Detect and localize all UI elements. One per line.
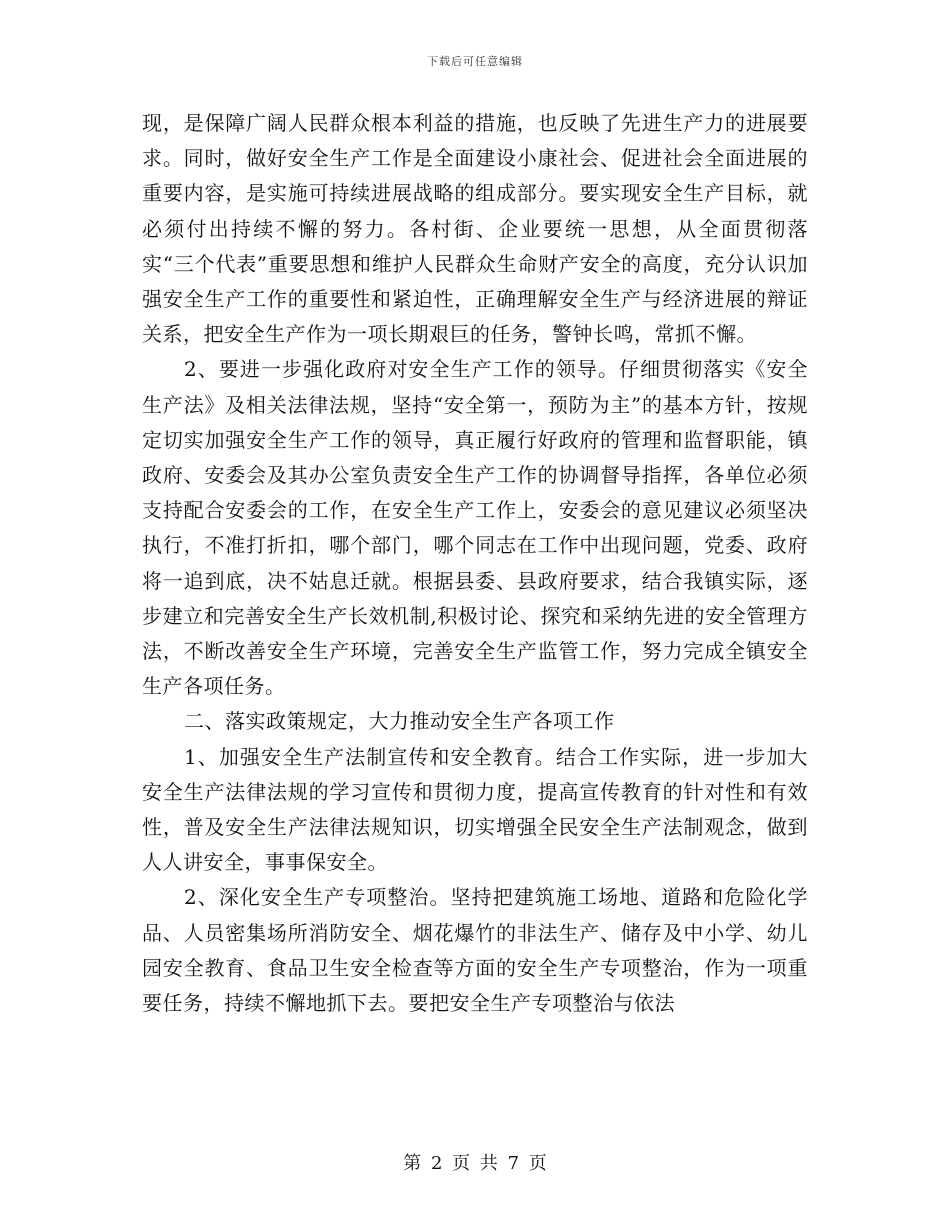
document-body (142, 106, 808, 1021)
paragraph-3: 1、加强安全生产法制宣传和安全教育。结合工作实际，进一步加大安全生产法律法规的学习宣传和贯彻力度，提高宣传教育的针对性和有效性，普及安全生产法律法规知识，切实增强全民安全生产法制观念，做到人人讲安全，事事保安全。 (142, 744, 808, 875)
section-heading-2: 二、落实政策规定，大力推动安全生产各项工作 (184, 709, 615, 734)
paragraph-4: 2、深化安全生产专项整治。坚持把建筑施工场地、道路和危险化学品、人员密集场所消防安全、烟花爆竹的非法生产、储存及中小学、幼儿园安全教育、食品卫生安全检查等方面的安全生产专项整治，作为一项重要任务，持续不懈地抓下去。要把安全生产专项整治与依法 (142, 885, 808, 1016)
paragraph-1: 现，是保障广阔人民群众根本利益的措施，也反映了先进生产力的进展要求。同时，做好安全生产工作是全面建设小康社会、促进社会全面进展的重要内容，是实施可持续进展战略的组成部分。要实现安全生产目标，就必须付出持续不懈的努力。各村街、企业要统一思想，从全面贯彻落实“三个代表”重要思想和维护人民群众生命财产安全的高度，充分认识加强安全生产工作的重要性和紧迫性，正确理解安全生产与经济进展的辩证关系，把安全生产作为一项长期艰巨的任务，警钟长鸣，常抓不懈。 (142, 111, 808, 347)
paragraph-2: 2、要进一步强化政府对安全生产工作的领导。仔细贯彻落实《安全生产法》及相关法律法规，坚持“安全第一，预防为主”的基本方针，按规定切实加强安全生产工作的领导，真正履行好政府的管理和监督职能，镇政府、安委会及其办公室负责安全生产工作的协调督导指挥，各单位必须支持配合安委会的工作，在安全生产工作上，安委会的意见建议必须坚决执行，不准打折扣，哪个部门，哪个同志在工作中出现问题，党委、政府将一追到底，决不姑息迁就。根据县委、县政府要求，结合我镇实际，逐步建立和完善安全生产长效机制,积极讨论、探究和采纳先进的安全管理方法，不断改善安全生产环境，完善安全生产监管工作，努力完成全镇安全生产各项任务。 (142, 357, 808, 699)
page-header: 下载后可任意编辑 (427, 55, 523, 68)
page-number-footer: 第 2 页 共 7 页 (403, 1153, 547, 1174)
